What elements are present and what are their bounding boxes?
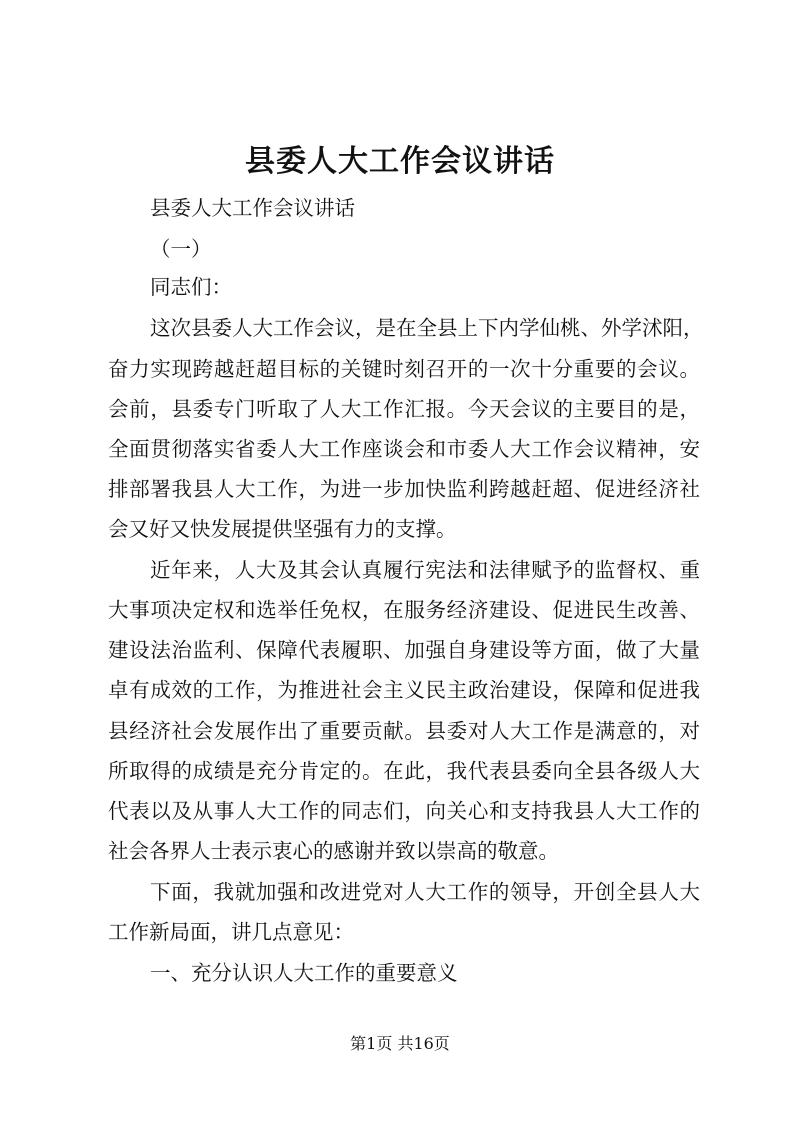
paragraph-1-line-2: 奋力实现跨越赶超目标的关键时刻召开的一次十分重要的会议。 [108, 357, 700, 381]
paragraph-2-line-3: 建设法治监利、保障代表履职、加强自身建设等方面，做了大量 [108, 638, 700, 662]
paragraph-3-line-1: 下面，我就加强和改进党对人大工作的领导，开创全县人大 [150, 880, 700, 904]
paragraph-2-line-7: 代表以及从事人大工作的同志们，向关心和支持我县人大工作的 [108, 799, 700, 823]
section-number-line: （一） [150, 237, 212, 261]
paragraph-1-line-6: 会又好又快发展提供坚强有力的支撑。 [108, 517, 457, 541]
paragraph-2-line-1: 近年来，人大及其会认真履行宪法和法律赋予的监督权、重 [150, 558, 700, 582]
section-heading: 一、充分认识人大工作的重要意义 [150, 961, 458, 985]
paragraph-2-line-2: 大事项决定权和选举任免权，在服务经济建设、促进民生改善、 [108, 598, 700, 622]
paragraph-3-line-2: 工作新局面，讲几点意见： [108, 920, 354, 944]
paragraph-2-line-4: 卓有成效的工作，为推进社会主义民主政治建设，保障和促进我 [108, 678, 700, 702]
paragraph-1-line-3: 会前，县委专门听取了人大工作汇报。今天会议的主要目的是， [108, 397, 700, 421]
paragraph-1-line-1: 这次县委人大工作会议，是在全县上下内学仙桃、外学沭阳， [150, 316, 704, 340]
document-title: 县委人大工作会议讲话 [245, 144, 555, 179]
paragraph-1-line-4: 全面贯彻落实省委人大工作座谈会和市委人大工作会议精神，安 [108, 437, 700, 461]
salutation-line: 同志们： [150, 275, 232, 299]
page-footer: 第1页 共16页 [350, 1034, 450, 1053]
paragraph-2-line-6: 所取得的成绩是充分肯定的。在此，我代表县委向全县各级人大 [108, 759, 700, 783]
subtitle-line: 县委人大工作会议讲话 [150, 196, 355, 220]
paragraph-2-line-8: 社会各界人士表示衷心的感谢并致以崇高的敬意。 [108, 839, 559, 863]
paragraph-1-line-5: 排部署我县人大工作，为进一步加快监利跨越赶超、促进经济社 [108, 477, 700, 501]
paragraph-2-line-5: 县经济社会发展作出了重要贡献。县委对人大工作是满意的，对 [108, 719, 700, 743]
